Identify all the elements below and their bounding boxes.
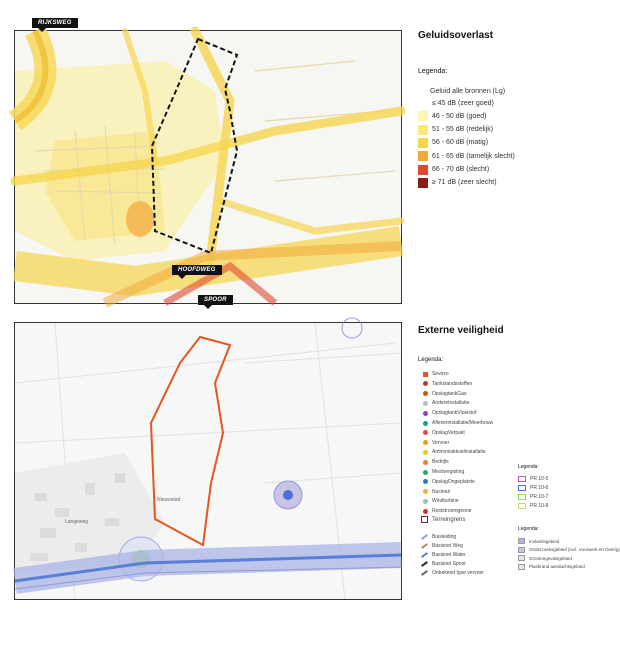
pipe-legend-label: Basisnet Water [432, 552, 466, 558]
pipe-legend-label: Basisnet Spoor [432, 561, 466, 567]
noise-legend-row [418, 125, 493, 135]
map-label-place2: Langeweg [65, 519, 89, 525]
safety-legend-row [423, 469, 464, 475]
zone-legend-row [518, 555, 572, 561]
noise-legend-label: ≥ 71 dB (zeer slecht) [432, 179, 497, 187]
zone-legend-row [518, 547, 620, 553]
pr-legend-swatch [518, 503, 526, 509]
safety-legend-marker [423, 430, 428, 435]
noise-legend-swatch [418, 125, 428, 135]
noise-legend-row [418, 111, 486, 121]
safety-map-canvas [15, 323, 401, 599]
noise-legend-swatch [418, 178, 428, 188]
safety-legend-row [423, 479, 475, 485]
noise-legend-sub: Geluid alle bronnen (Lg) [430, 88, 506, 95]
noise-legend-swatch [418, 111, 428, 121]
pipe-legend-line [421, 570, 428, 576]
safety-legend-row [423, 459, 449, 465]
safety-legend-label: Vervoer [432, 439, 450, 446]
pipe-legend-label: Buisleiding [432, 534, 457, 540]
zone-legend-label: Plasbrand aandachtsgebied [529, 564, 585, 569]
safety-legend-marker [423, 381, 428, 386]
zone-legend-label: Grootongevalsgebied [529, 555, 572, 561]
safety-legend-row [423, 420, 493, 426]
pipe-legend-row [421, 543, 463, 549]
safety-legend-row [423, 449, 486, 455]
noise-legend-row [418, 165, 489, 175]
safety-legend-label: Tankstandsstoffen [432, 380, 473, 387]
safety-legend-row [423, 391, 466, 397]
safety-legend-marker [423, 460, 428, 465]
noise-title: Geluidsoverlast [418, 30, 494, 41]
safety-legend-marker [423, 499, 428, 504]
pr-legend-row [518, 476, 548, 482]
pr-legend-label: PR 10-6 [530, 485, 549, 491]
pr-legend-row [518, 494, 548, 500]
pipe-legend-label: Onbekend type vervoer [432, 570, 484, 576]
safety-legend-label: Afleverinstallatie/Meerbouw [432, 420, 494, 426]
noise-legend-swatch [418, 151, 428, 161]
zone-legend-swatch [518, 538, 525, 544]
safety-legend-row [423, 489, 450, 495]
pr-legend-swatch [518, 476, 526, 482]
safety-legend-marker [423, 509, 428, 514]
zone-legend-swatch [518, 564, 525, 570]
pr-legend-swatch [518, 485, 526, 491]
pipe-legend-row [421, 570, 484, 576]
pipe-legend-row [421, 534, 456, 540]
terrain-legend: Terreingrens [421, 516, 465, 523]
safety-legend-marker [423, 489, 428, 494]
zone-legend-swatch [518, 547, 525, 553]
safety-legend-marker [423, 479, 428, 484]
noise-legend-heading: Legenda: [418, 68, 448, 75]
safety-legend-label: Bedrijfs [432, 459, 449, 466]
pipe-legend-line [421, 534, 428, 540]
pipe-legend-line [421, 543, 428, 549]
safety-legend-row [423, 410, 476, 416]
zone-legend-heading: Legenda: [518, 526, 539, 532]
label-spoor: SPOOR [198, 295, 233, 305]
safety-legend-label: OpslagOngeplatste [432, 478, 475, 485]
noise-legend-swatch [418, 138, 428, 148]
pr-legend-label: PR 10-7 [530, 494, 549, 500]
noise-legend-row [418, 151, 515, 161]
safety-legend-row [423, 430, 465, 436]
noise-legend-swatch [418, 165, 428, 175]
noise-legend-swatch [418, 98, 428, 108]
noise-legend-row [418, 98, 494, 108]
label-hoofdweg: HOOFDWEG [172, 265, 222, 275]
noise-map[interactable] [14, 30, 402, 304]
noise-legend-label: 56 - 60 dB (matig) [432, 139, 489, 147]
noise-legend-label: 46 - 50 dB (goed) [432, 112, 487, 120]
pr-legend-row [518, 503, 548, 509]
label-rijksweg: RIJKSWEG [32, 18, 78, 28]
safety-legend-label: OpslagtankVloeistof [432, 410, 477, 417]
safety-legend-row [423, 498, 459, 504]
safety-legend-marker [423, 440, 428, 445]
zone-legend-row [518, 564, 585, 570]
pr-legend-label: PR 10-8 [530, 503, 549, 509]
noise-legend-label: 66 - 70 dB (slecht) [432, 166, 490, 173]
safety-legend-label: Mestvergisting [432, 469, 465, 475]
noise-map-canvas [15, 31, 401, 303]
safety-legend-label: Windturbine [432, 498, 459, 505]
safety-legend-label: Nucleair [432, 488, 451, 495]
safety-legend-marker [423, 450, 428, 455]
noise-legend-label: ≤ 45 dB (zeer goed) [432, 99, 494, 107]
noise-legend-row [418, 138, 488, 148]
safety-legend-marker [423, 372, 428, 377]
map-label-place1: Nieuwstad [157, 497, 181, 503]
pipe-legend-row [421, 552, 466, 558]
safety-map[interactable] [14, 322, 402, 600]
noise-legend-row [418, 178, 497, 188]
safety-legend-label: Ammoniakkoelinstallatie [432, 449, 486, 456]
safety-legend-label: AndereInstallatie [432, 400, 470, 407]
safety-legend-row [423, 400, 469, 406]
zone-legend-label: Invloedsgebied [529, 538, 560, 544]
safety-legend-marker [423, 421, 428, 426]
terrain-swatch [421, 516, 428, 523]
safety-legend-marker [423, 411, 428, 416]
zone-legend-swatch [518, 555, 525, 561]
safety-legend-marker [423, 391, 428, 396]
noise-legend-label: 61 - 65 dB (tamelijk slecht) [432, 152, 515, 160]
pr-legend-swatch [518, 494, 526, 500]
safety-legend-marker [423, 470, 428, 475]
safety-title: Externe veiligheid [418, 325, 504, 336]
noise-legend-label: 51 - 55 dB (redelijk) [432, 126, 494, 134]
safety-legend-row [423, 371, 449, 377]
safety-legend-heading: Legenda: [418, 357, 444, 363]
safety-legend-row [423, 508, 471, 514]
pr-legend-label: PR 10-5 [530, 476, 549, 482]
safety-legend-label: OpslagVerpakt [432, 429, 465, 436]
safety-legend-label: Sevezo [432, 371, 449, 377]
safety-legend-row [423, 440, 449, 446]
pipe-legend-line [421, 552, 428, 558]
pr-legend-heading: Legenda: [518, 464, 539, 470]
pipe-legend-label: Basisnet Weg [432, 543, 463, 549]
safety-legend-marker [423, 401, 428, 406]
safety-legend-row [423, 381, 472, 387]
pr-legend-row [518, 485, 548, 491]
zone-legend-label: Onderzoeksgebied (incl. Vuurwerk en Overig) [529, 547, 620, 552]
safety-legend-label: OpslagtankGas [432, 390, 467, 397]
pipe-legend-row [421, 561, 466, 567]
safety-legend-label: Reststroomgeone [432, 508, 472, 515]
zone-legend-row [518, 538, 559, 544]
pipe-legend-line [421, 561, 428, 567]
